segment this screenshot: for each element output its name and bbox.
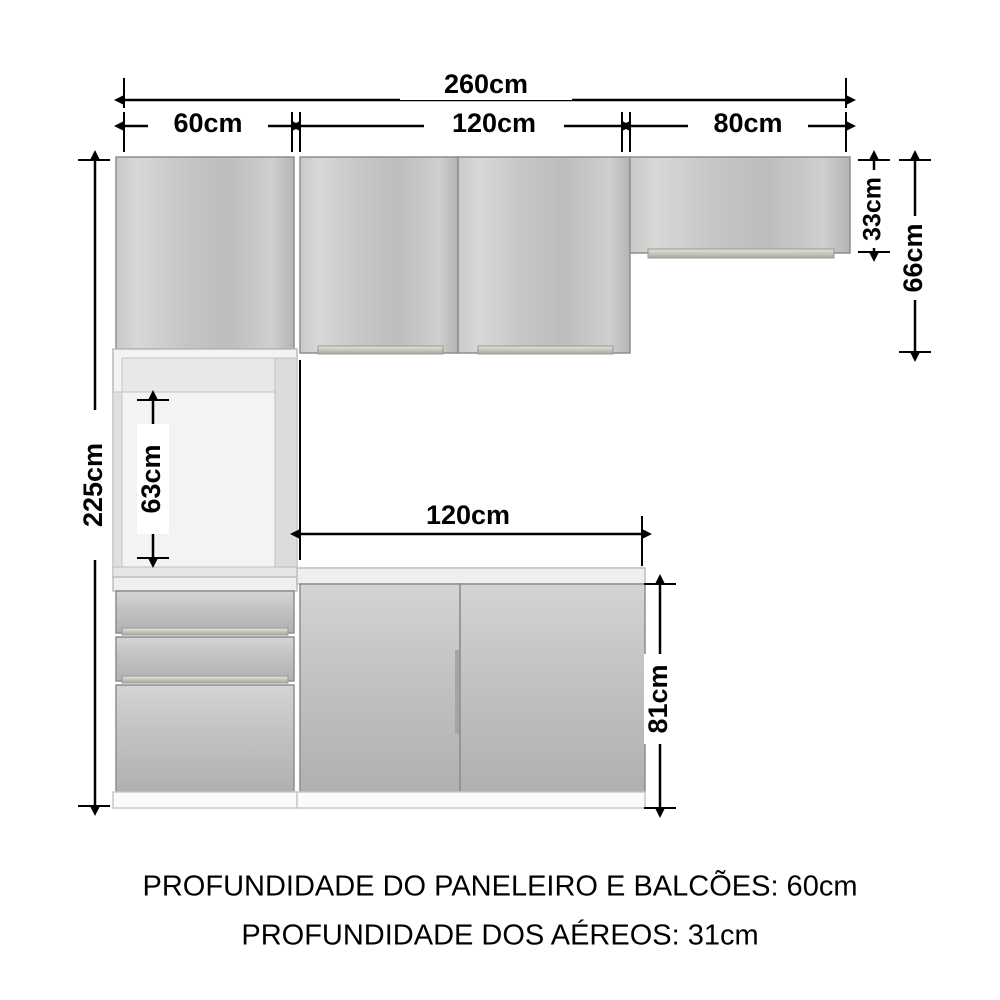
caption-depth-pantry: PROFUNDIDADE DO PANELEIRO E BALCÕES: 60cm — [142, 870, 858, 903]
dim-segment-left-label: 60cm — [173, 108, 243, 139]
dim-upper-right-small-label: 33cm — [858, 177, 887, 241]
dim-total-width-label: 260cm — [443, 69, 529, 100]
base-drawer-unit — [113, 577, 297, 808]
dim-total-height — [78, 160, 112, 806]
dim-segment-center-label: 120cm — [451, 108, 537, 139]
dim-segment-right-label: 80cm — [713, 108, 783, 139]
dim-upper-right-total-label: 66cm — [898, 223, 929, 293]
base-counter-unit — [297, 568, 645, 808]
pantry-upper-door — [116, 157, 294, 358]
dim-segments-row — [124, 108, 846, 152]
caption-depth-upper: PROFUNDIDADE DOS AÉREOS: 31cm — [241, 919, 759, 952]
dim-counter-width — [300, 360, 642, 566]
dim-total-height-label: 225cm — [78, 442, 109, 528]
upper-cabinet-center — [300, 157, 630, 354]
dim-upper-right-small — [858, 160, 890, 252]
dim-total-width — [124, 68, 846, 108]
dim-upper-right-total — [898, 160, 931, 352]
dim-counter-width-label: 120cm — [425, 500, 511, 531]
dim-base-height — [643, 584, 676, 808]
upper-cabinet-right — [630, 157, 850, 258]
dim-base-height-label: 81cm — [643, 664, 674, 734]
dim-niche-height-label: 63cm — [136, 444, 167, 514]
